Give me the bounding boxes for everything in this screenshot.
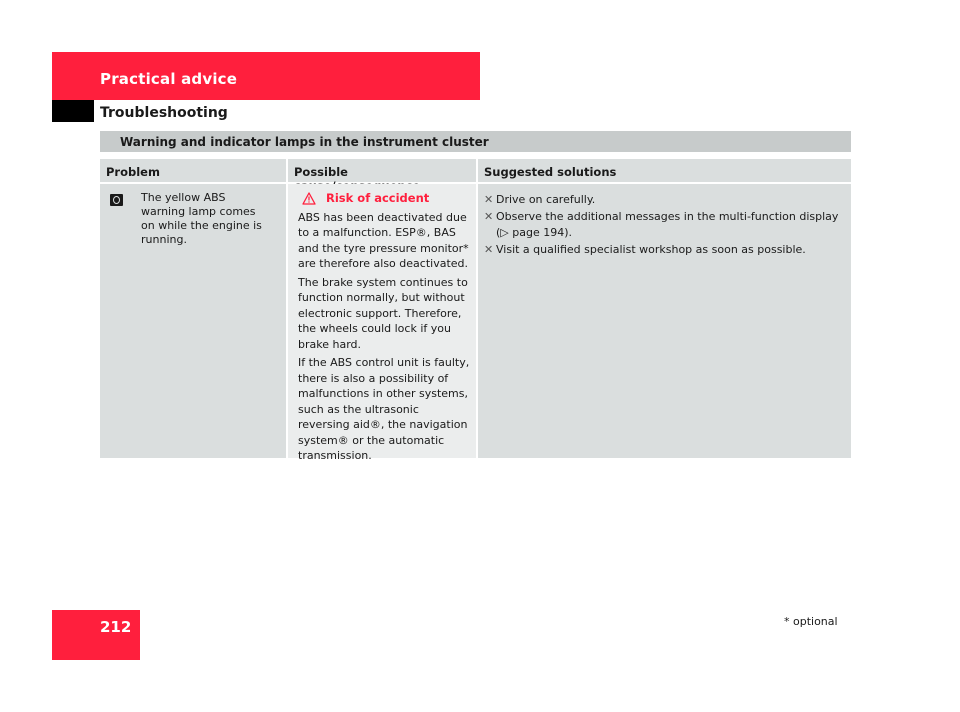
cause-paragraph: If the ABS control unit is faulty, there is also a possibility of malfunctions in other systems, such as the ultrasonic reversing aid®, the navigation system® or the automatic transmission. (298, 356, 470, 462)
section-marker (52, 100, 94, 122)
cause-paragraph: ABS has been deactivated due to a malfunction. ESP®, BAS and the tyre pressure monitor* are therefore also deactivated. (298, 210, 469, 270)
table-row (100, 184, 851, 462)
problem-text: The yellow ABS warning lamp comes on while the engine is running. (141, 191, 262, 246)
risk-label: Risk of accident (326, 191, 430, 205)
warning-triangle-icon (302, 192, 316, 205)
solutions-cell (478, 184, 851, 458)
risk-warning (298, 191, 470, 207)
footnote: * optional (784, 615, 838, 628)
bullet-icon: ✕ (484, 243, 494, 256)
solution-item (484, 209, 841, 241)
solution-text: Drive on carefully. (496, 193, 596, 206)
table-caption: Warning and indicator lamps in the instrument cluster (100, 131, 851, 152)
problem-cell (100, 184, 286, 458)
column-header-solutions: Suggested solutions (478, 159, 851, 182)
bullet-icon: ✕ (484, 193, 494, 206)
section-title: Practical advice (100, 70, 238, 88)
bullet-icon: ✕ (484, 210, 494, 223)
solution-item (484, 192, 841, 208)
page-title: Troubleshooting (100, 105, 228, 121)
solution-text: Observe the additional messages in the multi-function display (▷ page 194). (496, 210, 839, 239)
column-header-problem: Problem (100, 159, 286, 182)
cause-cell (288, 184, 476, 462)
solution-item (484, 242, 841, 258)
cause-paragraph: The brake system continues to function normally, but without electronic support. Therefore, the wheels could lock if you brake hard. (298, 275, 468, 351)
abs-warning-icon (110, 194, 123, 206)
column-header-cause: Possible (288, 159, 476, 182)
page-number: 212 (52, 610, 140, 660)
solution-text: Visit a qualified specialist workshop as soon as possible. (496, 243, 806, 256)
table-header (100, 159, 851, 182)
